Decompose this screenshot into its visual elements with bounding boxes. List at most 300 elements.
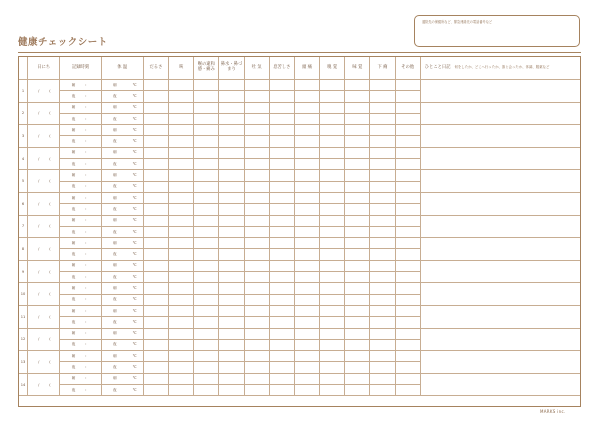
symptom-cell[interactable] — [244, 147, 269, 158]
symptom-cell[interactable] — [219, 339, 244, 350]
symptom-cell[interactable] — [244, 373, 269, 384]
symptom-cell[interactable] — [395, 294, 420, 305]
symptom-cell[interactable] — [194, 385, 219, 396]
symptom-cell[interactable] — [395, 328, 420, 339]
symptom-cell[interactable] — [345, 192, 370, 203]
evening-time-field[interactable] — [60, 91, 101, 102]
symptom-cell[interactable] — [395, 215, 420, 226]
symptom-cell[interactable] — [244, 125, 269, 136]
symptom-cell[interactable] — [294, 192, 319, 203]
symptom-cell[interactable] — [269, 272, 294, 283]
symptom-cell[interactable] — [370, 362, 395, 373]
symptom-cell[interactable] — [194, 249, 219, 260]
symptom-cell[interactable] — [219, 249, 244, 260]
morning-temperature-field[interactable] — [101, 215, 143, 226]
symptom-cell[interactable] — [194, 181, 219, 192]
morning-temperature-field[interactable] — [101, 147, 143, 158]
symptom-cell[interactable] — [345, 238, 370, 249]
evening-time-field[interactable] — [60, 362, 101, 373]
symptom-cell[interactable] — [143, 170, 168, 181]
symptom-cell[interactable] — [395, 226, 420, 237]
symptom-cell[interactable] — [345, 283, 370, 294]
symptom-cell[interactable] — [194, 305, 219, 316]
date-field[interactable] — [28, 215, 60, 238]
date-field[interactable] — [28, 80, 60, 103]
symptom-cell[interactable] — [320, 170, 345, 181]
diary-cell[interactable] — [420, 260, 580, 283]
date-field[interactable] — [28, 192, 60, 215]
symptom-cell[interactable] — [294, 272, 319, 283]
symptom-cell[interactable] — [395, 385, 420, 396]
symptom-cell[interactable] — [194, 283, 219, 294]
symptom-cell[interactable] — [194, 136, 219, 147]
symptom-cell[interactable] — [194, 272, 219, 283]
symptom-cell[interactable] — [194, 147, 219, 158]
symptom-cell[interactable] — [143, 192, 168, 203]
morning-temperature-field[interactable] — [101, 238, 143, 249]
symptom-cell[interactable] — [219, 317, 244, 328]
symptom-cell[interactable] — [294, 294, 319, 305]
symptom-cell[interactable] — [294, 113, 319, 124]
symptom-cell[interactable] — [370, 249, 395, 260]
symptom-cell[interactable] — [320, 181, 345, 192]
symptom-cell[interactable] — [370, 125, 395, 136]
symptom-cell[interactable] — [370, 181, 395, 192]
symptom-cell[interactable] — [320, 339, 345, 350]
symptom-cell[interactable] — [269, 339, 294, 350]
morning-temperature-field[interactable] — [101, 351, 143, 362]
symptom-cell[interactable] — [269, 283, 294, 294]
symptom-cell[interactable] — [345, 339, 370, 350]
symptom-cell[interactable] — [320, 136, 345, 147]
date-field[interactable] — [28, 170, 60, 193]
symptom-cell[interactable] — [345, 147, 370, 158]
symptom-cell[interactable] — [194, 204, 219, 215]
symptom-cell[interactable] — [219, 159, 244, 170]
symptom-cell[interactable] — [370, 351, 395, 362]
symptom-cell[interactable] — [320, 328, 345, 339]
symptom-cell[interactable] — [169, 260, 194, 271]
symptom-cell[interactable] — [194, 260, 219, 271]
symptom-cell[interactable] — [143, 238, 168, 249]
symptom-cell[interactable] — [194, 351, 219, 362]
symptom-cell[interactable] — [370, 113, 395, 124]
symptom-cell[interactable] — [395, 249, 420, 260]
symptom-cell[interactable] — [244, 136, 269, 147]
diary-cell[interactable] — [420, 192, 580, 215]
symptom-cell[interactable] — [269, 80, 294, 91]
symptom-cell[interactable] — [244, 351, 269, 362]
evening-time-field[interactable] — [60, 181, 101, 192]
symptom-cell[interactable] — [320, 192, 345, 203]
symptom-cell[interactable] — [320, 238, 345, 249]
symptom-cell[interactable] — [345, 362, 370, 373]
symptom-cell[interactable] — [169, 113, 194, 124]
morning-temperature-field[interactable] — [101, 125, 143, 136]
symptom-cell[interactable] — [370, 226, 395, 237]
symptom-cell[interactable] — [395, 159, 420, 170]
morning-time-field[interactable] — [60, 238, 101, 249]
symptom-cell[interactable] — [194, 113, 219, 124]
symptom-cell[interactable] — [219, 294, 244, 305]
evening-temperature-field[interactable] — [101, 181, 143, 192]
diary-cell[interactable] — [420, 373, 580, 396]
symptom-cell[interactable] — [395, 362, 420, 373]
symptom-cell[interactable] — [294, 91, 319, 102]
symptom-cell[interactable] — [269, 159, 294, 170]
symptom-cell[interactable] — [244, 226, 269, 237]
date-field[interactable] — [28, 351, 60, 374]
symptom-cell[interactable] — [244, 113, 269, 124]
symptom-cell[interactable] — [345, 136, 370, 147]
symptom-cell[interactable] — [294, 125, 319, 136]
symptom-cell[interactable] — [244, 80, 269, 91]
symptom-cell[interactable] — [169, 339, 194, 350]
symptom-cell[interactable] — [294, 305, 319, 316]
symptom-cell[interactable] — [320, 215, 345, 226]
symptom-cell[interactable] — [169, 385, 194, 396]
morning-time-field[interactable] — [60, 328, 101, 339]
symptom-cell[interactable] — [320, 91, 345, 102]
symptom-cell[interactable] — [269, 147, 294, 158]
evening-temperature-field[interactable] — [101, 91, 143, 102]
date-field[interactable] — [28, 125, 60, 148]
symptom-cell[interactable] — [143, 305, 168, 316]
symptom-cell[interactable] — [345, 91, 370, 102]
symptom-cell[interactable] — [169, 102, 194, 113]
date-field[interactable] — [28, 102, 60, 125]
symptom-cell[interactable] — [219, 91, 244, 102]
symptom-cell[interactable] — [143, 136, 168, 147]
symptom-cell[interactable] — [395, 260, 420, 271]
symptom-cell[interactable] — [244, 317, 269, 328]
symptom-cell[interactable] — [169, 181, 194, 192]
symptom-cell[interactable] — [219, 272, 244, 283]
symptom-cell[interactable] — [345, 170, 370, 181]
symptom-cell[interactable] — [169, 192, 194, 203]
morning-time-field[interactable] — [60, 170, 101, 181]
morning-time-field[interactable] — [60, 102, 101, 113]
symptom-cell[interactable] — [219, 385, 244, 396]
morning-time-field[interactable] — [60, 80, 101, 91]
symptom-cell[interactable] — [219, 80, 244, 91]
symptom-cell[interactable] — [169, 91, 194, 102]
symptom-cell[interactable] — [294, 351, 319, 362]
symptom-cell[interactable] — [219, 125, 244, 136]
morning-time-field[interactable] — [60, 125, 101, 136]
symptom-cell[interactable] — [244, 170, 269, 181]
date-field[interactable] — [28, 328, 60, 351]
symptom-cell[interactable] — [143, 283, 168, 294]
symptom-cell[interactable] — [370, 294, 395, 305]
symptom-cell[interactable] — [219, 373, 244, 384]
symptom-cell[interactable] — [169, 125, 194, 136]
symptom-cell[interactable] — [269, 249, 294, 260]
symptom-cell[interactable] — [320, 385, 345, 396]
symptom-cell[interactable] — [194, 170, 219, 181]
symptom-cell[interactable] — [219, 238, 244, 249]
symptom-cell[interactable] — [395, 91, 420, 102]
symptom-cell[interactable] — [294, 215, 319, 226]
symptom-cell[interactable] — [395, 170, 420, 181]
symptom-cell[interactable] — [143, 373, 168, 384]
symptom-cell[interactable] — [194, 80, 219, 91]
symptom-cell[interactable] — [219, 351, 244, 362]
diary-cell[interactable] — [420, 125, 580, 148]
symptom-cell[interactable] — [320, 80, 345, 91]
symptom-cell[interactable] — [244, 328, 269, 339]
symptom-cell[interactable] — [143, 147, 168, 158]
symptom-cell[interactable] — [269, 294, 294, 305]
symptom-cell[interactable] — [169, 373, 194, 384]
symptom-cell[interactable] — [143, 385, 168, 396]
symptom-cell[interactable] — [370, 80, 395, 91]
symptom-cell[interactable] — [169, 136, 194, 147]
symptom-cell[interactable] — [269, 170, 294, 181]
symptom-cell[interactable] — [294, 328, 319, 339]
symptom-cell[interactable] — [320, 362, 345, 373]
symptom-cell[interactable] — [294, 317, 319, 328]
symptom-cell[interactable] — [169, 249, 194, 260]
symptom-cell[interactable] — [244, 294, 269, 305]
symptom-cell[interactable] — [370, 373, 395, 384]
symptom-cell[interactable] — [143, 249, 168, 260]
symptom-cell[interactable] — [320, 283, 345, 294]
symptom-cell[interactable] — [219, 260, 244, 271]
symptom-cell[interactable] — [345, 159, 370, 170]
symptom-cell[interactable] — [194, 317, 219, 328]
symptom-cell[interactable] — [320, 249, 345, 260]
symptom-cell[interactable] — [345, 373, 370, 384]
symptom-cell[interactable] — [219, 283, 244, 294]
symptom-cell[interactable] — [294, 385, 319, 396]
evening-time-field[interactable] — [60, 272, 101, 283]
symptom-cell[interactable] — [244, 181, 269, 192]
symptom-cell[interactable] — [320, 159, 345, 170]
morning-temperature-field[interactable] — [101, 305, 143, 316]
symptom-cell[interactable] — [294, 136, 319, 147]
symptom-cell[interactable] — [345, 328, 370, 339]
morning-temperature-field[interactable] — [101, 192, 143, 203]
symptom-cell[interactable] — [194, 238, 219, 249]
symptom-cell[interactable] — [143, 215, 168, 226]
morning-time-field[interactable] — [60, 147, 101, 158]
symptom-cell[interactable] — [294, 80, 319, 91]
symptom-cell[interactable] — [395, 102, 420, 113]
symptom-cell[interactable] — [395, 147, 420, 158]
symptom-cell[interactable] — [169, 238, 194, 249]
symptom-cell[interactable] — [345, 226, 370, 237]
symptom-cell[interactable] — [219, 192, 244, 203]
symptom-cell[interactable] — [294, 170, 319, 181]
morning-time-field[interactable] — [60, 215, 101, 226]
morning-time-field[interactable] — [60, 373, 101, 384]
symptom-cell[interactable] — [294, 159, 319, 170]
evening-temperature-field[interactable] — [101, 339, 143, 350]
morning-time-field[interactable] — [60, 305, 101, 316]
symptom-cell[interactable] — [294, 260, 319, 271]
symptom-cell[interactable] — [294, 147, 319, 158]
diary-cell[interactable] — [420, 147, 580, 170]
symptom-cell[interactable] — [194, 373, 219, 384]
symptom-cell[interactable] — [294, 102, 319, 113]
symptom-cell[interactable] — [395, 136, 420, 147]
evening-time-field[interactable] — [60, 317, 101, 328]
symptom-cell[interactable] — [269, 102, 294, 113]
evening-temperature-field[interactable] — [101, 272, 143, 283]
morning-time-field[interactable] — [60, 260, 101, 271]
date-field[interactable] — [28, 238, 60, 261]
symptom-cell[interactable] — [294, 238, 319, 249]
symptom-cell[interactable] — [143, 204, 168, 215]
evening-time-field[interactable] — [60, 136, 101, 147]
symptom-cell[interactable] — [370, 159, 395, 170]
symptom-cell[interactable] — [143, 328, 168, 339]
symptom-cell[interactable] — [269, 328, 294, 339]
symptom-cell[interactable] — [169, 147, 194, 158]
symptom-cell[interactable] — [244, 238, 269, 249]
evening-time-field[interactable] — [60, 226, 101, 237]
symptom-cell[interactable] — [194, 339, 219, 350]
evening-temperature-field[interactable] — [101, 226, 143, 237]
symptom-cell[interactable] — [370, 283, 395, 294]
symptom-cell[interactable] — [345, 204, 370, 215]
symptom-cell[interactable] — [143, 91, 168, 102]
symptom-cell[interactable] — [194, 294, 219, 305]
symptom-cell[interactable] — [269, 362, 294, 373]
symptom-cell[interactable] — [194, 362, 219, 373]
symptom-cell[interactable] — [143, 351, 168, 362]
symptom-cell[interactable] — [219, 204, 244, 215]
morning-temperature-field[interactable] — [101, 283, 143, 294]
diary-cell[interactable] — [420, 351, 580, 374]
evening-temperature-field[interactable] — [101, 385, 143, 396]
symptom-cell[interactable] — [320, 113, 345, 124]
symptom-cell[interactable] — [294, 249, 319, 260]
symptom-cell[interactable] — [244, 362, 269, 373]
symptom-cell[interactable] — [269, 305, 294, 316]
diary-cell[interactable] — [420, 215, 580, 238]
evening-temperature-field[interactable] — [101, 159, 143, 170]
symptom-cell[interactable] — [194, 159, 219, 170]
symptom-cell[interactable] — [219, 136, 244, 147]
symptom-cell[interactable] — [345, 272, 370, 283]
morning-temperature-field[interactable] — [101, 328, 143, 339]
symptom-cell[interactable] — [320, 125, 345, 136]
symptom-cell[interactable] — [269, 125, 294, 136]
symptom-cell[interactable] — [395, 272, 420, 283]
symptom-cell[interactable] — [320, 317, 345, 328]
morning-temperature-field[interactable] — [101, 373, 143, 384]
symptom-cell[interactable] — [320, 147, 345, 158]
evening-temperature-field[interactable] — [101, 362, 143, 373]
symptom-cell[interactable] — [345, 181, 370, 192]
symptom-cell[interactable] — [194, 328, 219, 339]
symptom-cell[interactable] — [244, 339, 269, 350]
symptom-cell[interactable] — [345, 249, 370, 260]
symptom-cell[interactable] — [169, 226, 194, 237]
symptom-cell[interactable] — [345, 260, 370, 271]
symptom-cell[interactable] — [395, 351, 420, 362]
symptom-cell[interactable] — [244, 249, 269, 260]
symptom-cell[interactable] — [219, 305, 244, 316]
symptom-cell[interactable] — [219, 215, 244, 226]
symptom-cell[interactable] — [269, 192, 294, 203]
symptom-cell[interactable] — [244, 283, 269, 294]
symptom-cell[interactable] — [320, 102, 345, 113]
symptom-cell[interactable] — [143, 102, 168, 113]
symptom-cell[interactable] — [395, 305, 420, 316]
symptom-cell[interactable] — [370, 305, 395, 316]
symptom-cell[interactable] — [320, 204, 345, 215]
symptom-cell[interactable] — [244, 305, 269, 316]
symptom-cell[interactable] — [219, 181, 244, 192]
symptom-cell[interactable] — [169, 272, 194, 283]
symptom-cell[interactable] — [269, 260, 294, 271]
morning-temperature-field[interactable] — [101, 102, 143, 113]
symptom-cell[interactable] — [320, 272, 345, 283]
emergency-contact-box[interactable] — [414, 15, 580, 47]
symptom-cell[interactable] — [370, 136, 395, 147]
symptom-cell[interactable] — [169, 80, 194, 91]
symptom-cell[interactable] — [194, 102, 219, 113]
symptom-cell[interactable] — [219, 147, 244, 158]
symptom-cell[interactable] — [345, 125, 370, 136]
symptom-cell[interactable] — [395, 181, 420, 192]
evening-time-field[interactable] — [60, 204, 101, 215]
symptom-cell[interactable] — [143, 339, 168, 350]
diary-cell[interactable] — [420, 283, 580, 306]
symptom-cell[interactable] — [395, 80, 420, 91]
symptom-cell[interactable] — [219, 362, 244, 373]
symptom-cell[interactable] — [143, 80, 168, 91]
diary-cell[interactable] — [420, 102, 580, 125]
symptom-cell[interactable] — [294, 283, 319, 294]
symptom-cell[interactable] — [169, 362, 194, 373]
symptom-cell[interactable] — [345, 80, 370, 91]
symptom-cell[interactable] — [244, 272, 269, 283]
symptom-cell[interactable] — [194, 226, 219, 237]
symptom-cell[interactable] — [370, 91, 395, 102]
symptom-cell[interactable] — [244, 102, 269, 113]
symptom-cell[interactable] — [370, 339, 395, 350]
symptom-cell[interactable] — [269, 204, 294, 215]
morning-time-field[interactable] — [60, 192, 101, 203]
symptom-cell[interactable] — [169, 351, 194, 362]
symptom-cell[interactable] — [395, 192, 420, 203]
symptom-cell[interactable] — [143, 272, 168, 283]
symptom-cell[interactable] — [169, 215, 194, 226]
symptom-cell[interactable] — [269, 113, 294, 124]
symptom-cell[interactable] — [269, 373, 294, 384]
symptom-cell[interactable] — [143, 362, 168, 373]
diary-cell[interactable] — [420, 170, 580, 193]
symptom-cell[interactable] — [395, 283, 420, 294]
symptom-cell[interactable] — [370, 215, 395, 226]
symptom-cell[interactable] — [395, 113, 420, 124]
symptom-cell[interactable] — [143, 181, 168, 192]
symptom-cell[interactable] — [370, 102, 395, 113]
symptom-cell[interactable] — [143, 159, 168, 170]
symptom-cell[interactable] — [219, 102, 244, 113]
date-field[interactable] — [28, 283, 60, 306]
symptom-cell[interactable] — [244, 91, 269, 102]
symptom-cell[interactable] — [395, 125, 420, 136]
symptom-cell[interactable] — [143, 317, 168, 328]
symptom-cell[interactable] — [294, 226, 319, 237]
date-field[interactable] — [28, 305, 60, 328]
symptom-cell[interactable] — [320, 226, 345, 237]
